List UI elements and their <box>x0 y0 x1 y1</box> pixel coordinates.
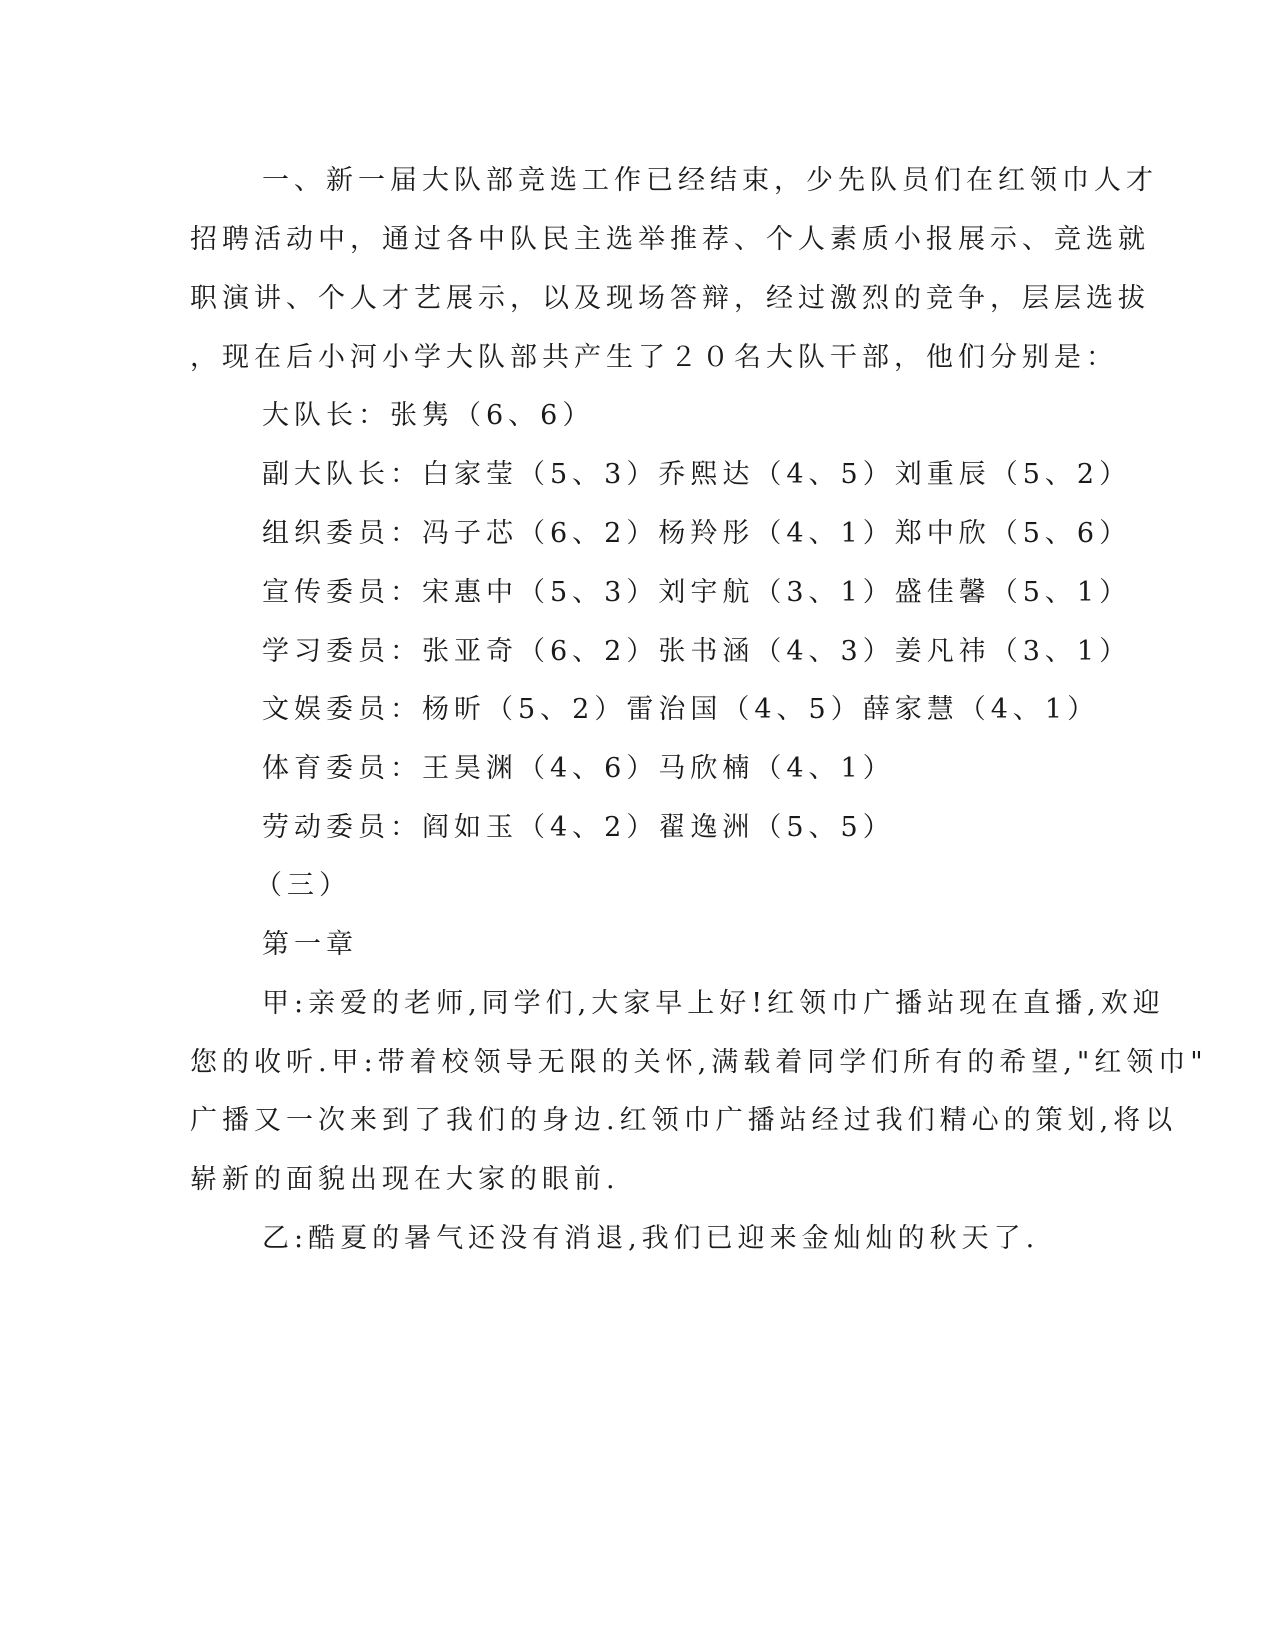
cadre-line-entertainment: 文娱委员：杨昕（5、2）雷治国（4、5）薛家慧（4、1） <box>262 694 1100 725</box>
cadre-line-captain: 大队长：张隽（6、6） <box>262 400 595 431</box>
cadre-line-sports: 体育委员：王昊渊（4、6）马欣楠（4、1） <box>262 753 895 784</box>
paragraph-2-line-2: 您的收听.甲:带着校领导无限的关怀,满载着同学们所有的希望,"红领巾" <box>190 1047 1208 1078</box>
paragraph-3: 乙:酷夏的暑气还没有消退,我们已迎来金灿灿的秋天了. <box>262 1223 1040 1254</box>
cadre-line-labor: 劳动委员：阎如玉（4、2）翟逸洲（5、5） <box>262 812 895 843</box>
paragraph-2-line-4: 崭新的面貌出现在大家的眼前. <box>190 1164 620 1195</box>
cadre-line-vice-captain: 副大队长：白家莹（5、3）乔熙达（4、5）刘重辰（5、2） <box>262 459 1132 490</box>
cadre-line-study: 学习委员：张亚奇（6、2）张书涵（4、3）姜凡祎（3、1） <box>262 636 1132 667</box>
paragraph-1-line-4: ，现在后小河小学大队部共产生了２０名大队干部，他们分别是： <box>190 342 1118 373</box>
paragraph-1-line-1: 一、新一届大队部竞选工作已经结束，少先队员们在红领巾人才 <box>262 165 1158 196</box>
paragraph-1-line-3: 职演讲、个人才艺展示，以及现场答辩，经过激烈的竞争，层层选拔 <box>190 283 1150 314</box>
paragraph-2-line-1: 甲:亲爱的老师,同学们,大家早上好!红领巾广播站现在直播,欢迎 <box>262 988 1165 1019</box>
section-marker: （三） <box>255 870 351 901</box>
paragraph-1-line-2: 招聘活动中，通过各中队民主选举推荐、个人素质小报展示、竞选就 <box>190 224 1150 255</box>
cadre-line-publicity: 宣传委员：宋惠中（5、3）刘宇航（3、1）盛佳馨（5、1） <box>262 577 1132 608</box>
paragraph-2-line-3: 广播又一次来到了我们的身边.红领巾广播站经过我们精心的策划,将以 <box>190 1105 1178 1136</box>
cadre-line-organization: 组织委员：冯子芯（6、2）杨羚彤（4、1）郑中欣（5、6） <box>262 518 1132 549</box>
chapter-title: 第一章 <box>262 929 358 960</box>
